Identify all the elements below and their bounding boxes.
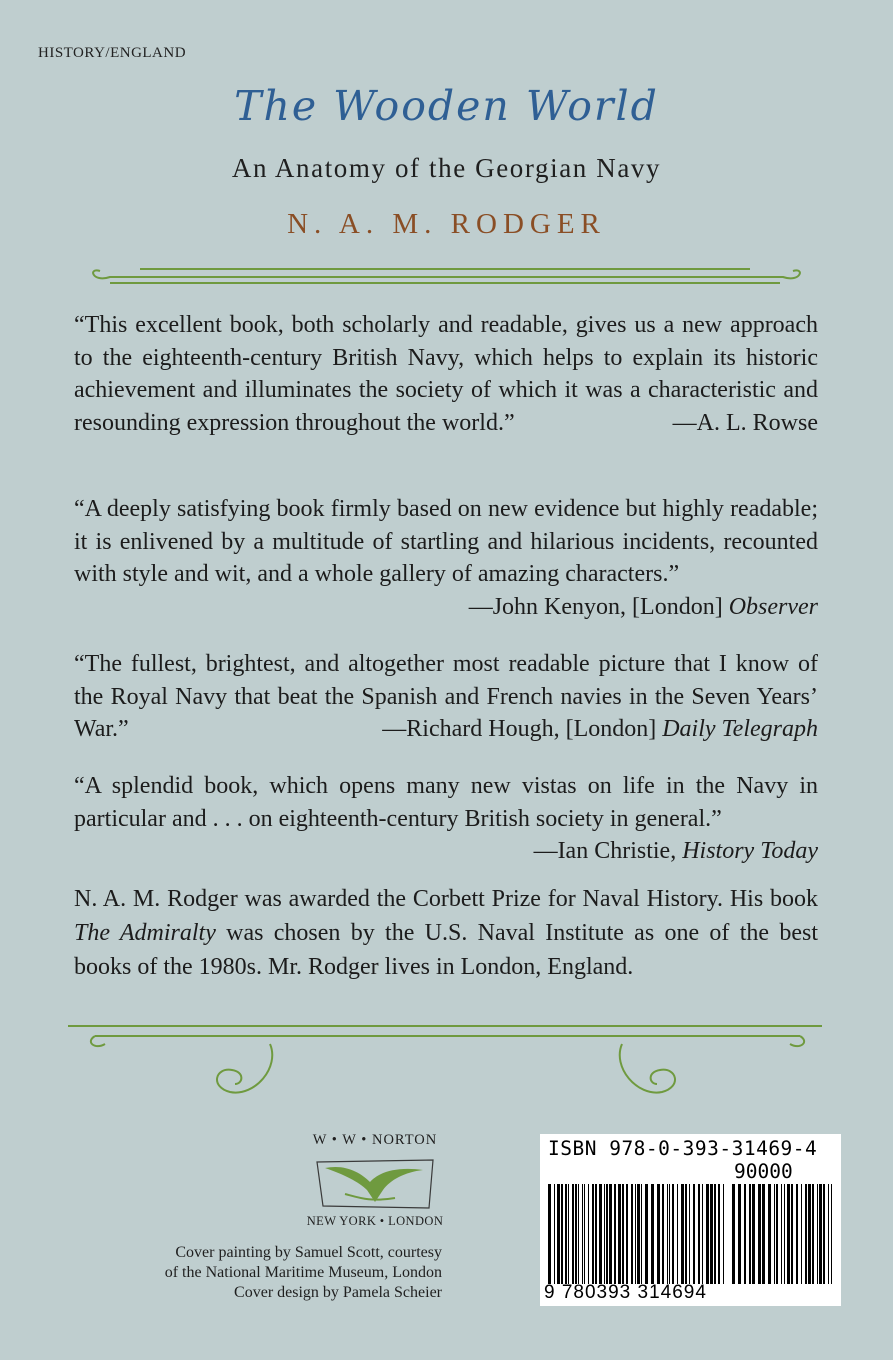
barcode-bar (622, 1184, 624, 1284)
barcode-bar (599, 1184, 602, 1284)
barcode-bar (823, 1184, 825, 1284)
barcode-bar (614, 1184, 616, 1284)
top-ornament (0, 257, 893, 287)
cover-credits (60, 1243, 442, 1303)
quote-attribution: —A. L. Rowse (672, 409, 818, 436)
barcode-box (540, 1134, 841, 1306)
barcode-bar (723, 1184, 724, 1284)
book-reference: The Admiralty (74, 920, 216, 946)
barcode-bar (667, 1184, 668, 1284)
credit-line: Cover painting by Samuel Scott, courtesy (175, 1244, 442, 1261)
barcode-bar (710, 1184, 713, 1284)
barcode-bar (706, 1184, 709, 1284)
barcode-bar (609, 1184, 612, 1284)
ean-barcode-bars (548, 1184, 728, 1284)
barcode-bar (768, 1184, 771, 1284)
barcode-bar (606, 1184, 608, 1284)
barcode-bar (693, 1184, 695, 1284)
barcode-bar (572, 1184, 574, 1284)
author-name: N. A. M. RODGER (287, 208, 606, 240)
barcode-bar (784, 1184, 785, 1284)
barcode-bar (758, 1184, 761, 1284)
barcode-bar (568, 1184, 569, 1284)
barcode-bar (744, 1184, 746, 1284)
barcode-bar (557, 1184, 560, 1284)
review-quote-1 (74, 309, 818, 439)
seagull-logo-icon (315, 1154, 435, 1210)
barcode-bar (698, 1184, 700, 1284)
credit-line: Cover design by Pamela Scheier (234, 1284, 442, 1301)
author-bio: N. A. M. Rodger was awarded the Corbett Prize for Naval History. His book The Admiralty was chosen by the U.S. Naval Institute as one of the best books of the 1980s. Mr. Rodger lives in London, England. (74, 886, 818, 980)
barcode-bar (631, 1184, 633, 1284)
barcode-bar (641, 1184, 642, 1284)
publisher-cities: NEW YORK • LONDON (306, 1214, 444, 1228)
quote-text: “A splendid book, which opens many new vistas on life in the Navy in particular and . . . on eighteenth-century British society in general.” (74, 773, 818, 832)
barcode-bar (677, 1184, 678, 1284)
barcode-bar (812, 1184, 814, 1284)
bottom-ornament (0, 1012, 893, 1112)
barcode-bar (685, 1184, 687, 1284)
barcode-bar (828, 1184, 829, 1284)
barcode-bar (592, 1184, 594, 1284)
barcode-bar (657, 1184, 660, 1284)
barcode-bar (776, 1184, 778, 1284)
barcode-bar (662, 1184, 664, 1284)
barcode-bar (565, 1184, 567, 1284)
barcode-bar (831, 1184, 832, 1284)
barcode-bar (787, 1184, 790, 1284)
barcode-bar (817, 1184, 818, 1284)
barcode-bar (689, 1184, 690, 1284)
barcode-bar (718, 1184, 720, 1284)
quote-text: “A deeply satisfying book firmly based on new evidence but highly readable; it is enlivened by a multitude of startling and hilarious incidents, recounted with style and wit, and a whole gallery of amazing characters.” (74, 496, 818, 587)
barcode-bar (752, 1184, 755, 1284)
credit-line: of the National Maritime Museum, London (164, 1264, 442, 1281)
barcode-bar (588, 1184, 589, 1284)
book-subtitle: An Anatomy of the Georgian Navy (231, 153, 662, 183)
barcode-bar (781, 1184, 782, 1284)
barcode-bar (669, 1184, 670, 1284)
barcode-bar (554, 1184, 555, 1284)
barcode-bar (582, 1184, 583, 1284)
barcode-bar (651, 1184, 654, 1284)
barcode-bar (575, 1184, 577, 1284)
barcode-bar (749, 1184, 751, 1284)
barcode-bar (801, 1184, 802, 1284)
barcode-bar (738, 1184, 741, 1284)
category-label: HISTORY/ENGLAND (38, 45, 187, 61)
publisher-name: W • W • NORTON (312, 1132, 438, 1148)
barcode-bar (774, 1184, 775, 1284)
barcode-bar (762, 1184, 765, 1284)
review-quote-2 (74, 493, 818, 623)
price-code: 90000 (734, 1160, 793, 1183)
barcode-bar (637, 1184, 640, 1284)
barcode-bar (595, 1184, 597, 1284)
barcode-bar (819, 1184, 822, 1284)
barcode-bar (604, 1184, 605, 1284)
barcode-bar (645, 1184, 648, 1284)
barcode-bar (681, 1184, 684, 1284)
barcode-bar (584, 1184, 585, 1284)
barcode-bar (618, 1184, 621, 1284)
barcode-bar (732, 1184, 735, 1284)
barcode-bar (548, 1184, 551, 1284)
barcode-bar (808, 1184, 811, 1284)
barcode-bar (635, 1184, 636, 1284)
barcode-bar (805, 1184, 807, 1284)
barcode-bar (672, 1184, 674, 1284)
quote-text: “This excellent book, both scholarly and readable, gives us a new approach to the eighteenth-century British Navy, which helps to explain its historic achievement and illuminates the society of which it was a characteristic and resounding expression throughout the world.” (74, 312, 818, 436)
barcode-bar (626, 1184, 628, 1284)
isbn-number: ISBN 978-0-393-31469-4 (548, 1137, 818, 1160)
quote-attribution: —Ian Christie, History Today (533, 838, 818, 864)
barcode-bar (578, 1184, 579, 1284)
barcode-bar (714, 1184, 716, 1284)
barcode-bar (561, 1184, 563, 1284)
quote-attribution: —Richard Hough, [London] Daily Telegraph (382, 716, 818, 742)
barcode-bar (796, 1184, 798, 1284)
review-quote-4 (74, 770, 818, 868)
price-barcode-bars (732, 1184, 834, 1284)
publisher-block (300, 1132, 450, 1229)
book-title: The Wooden World (234, 82, 659, 130)
ean-number: 9 780393 314694 (544, 1282, 707, 1303)
barcode-bar (702, 1184, 703, 1284)
quote-text: “The fullest, brightest, and altogether most readable picture that I know of the Royal Navy that beat the Spanish and French navies in the Seven Years’ War.” (74, 651, 818, 742)
review-quote-3 (74, 648, 818, 746)
quote-attribution: —John Kenyon, [London] Observer (468, 593, 818, 620)
barcode-bar (791, 1184, 793, 1284)
